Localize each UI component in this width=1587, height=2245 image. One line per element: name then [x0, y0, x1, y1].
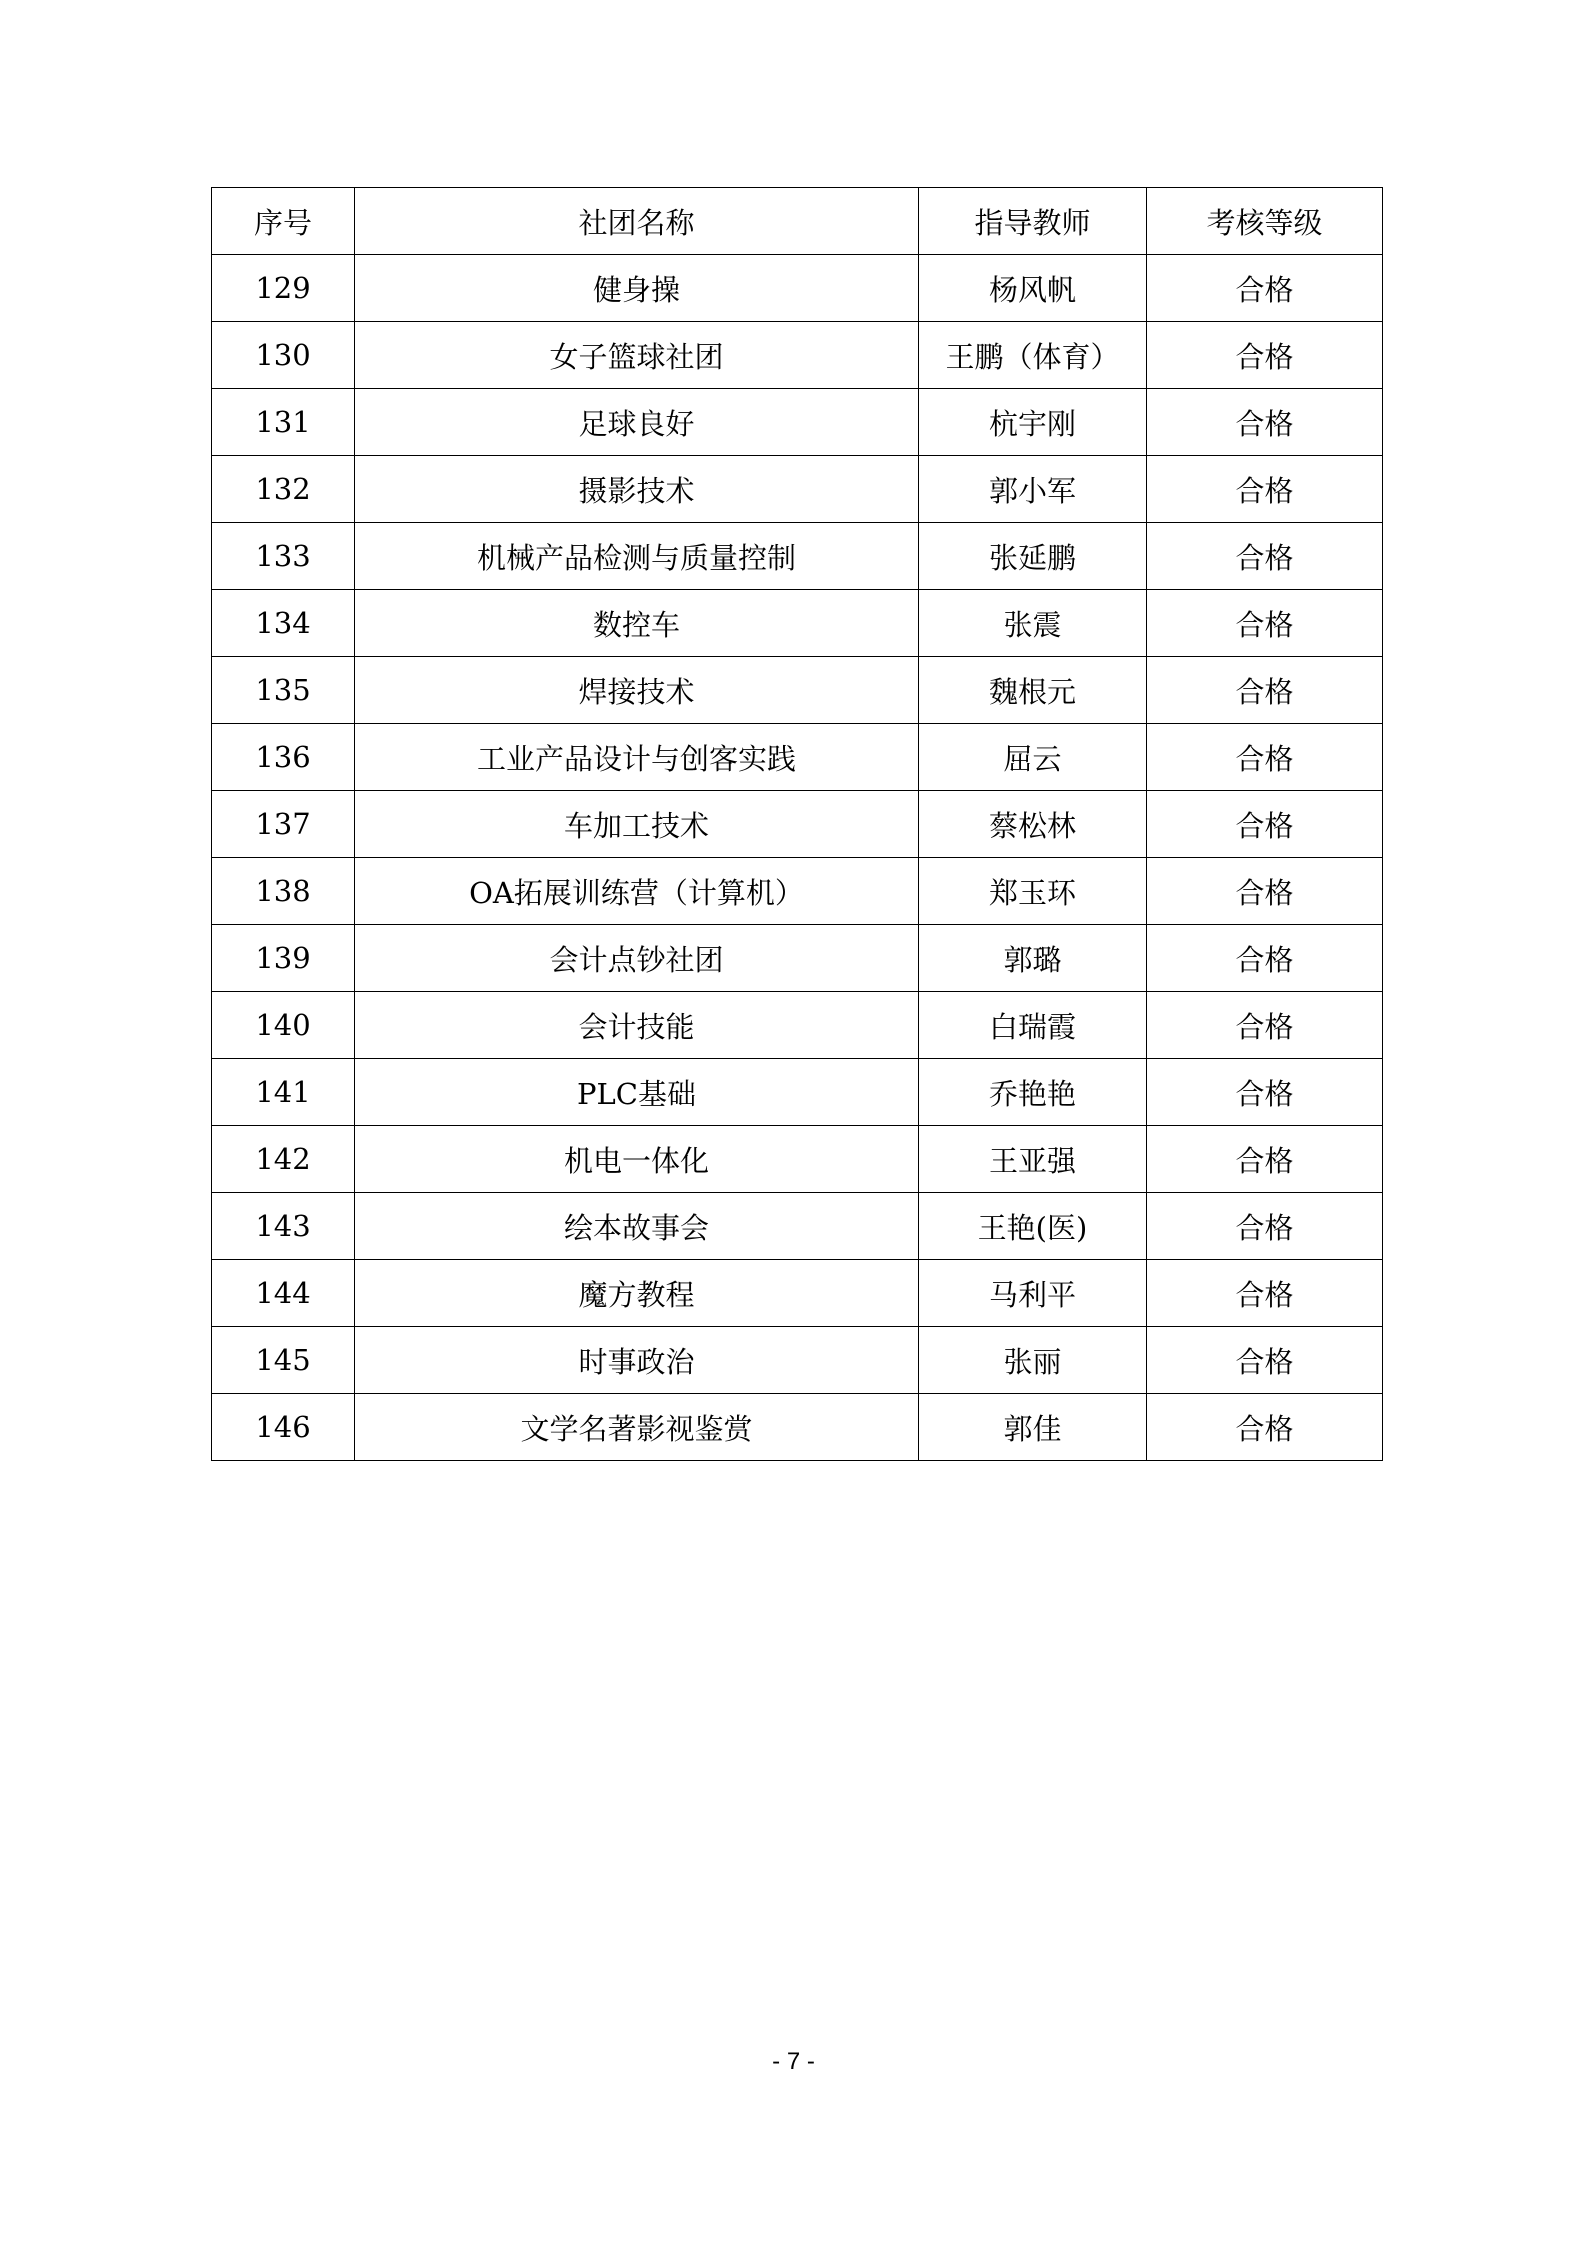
cell-club-name: OA拓展训练营（计算机）: [355, 858, 919, 925]
table-body: [212, 255, 1383, 1461]
table-row: [212, 1327, 1383, 1394]
cell-serial-number: 141: [212, 1059, 355, 1126]
header-assessment-grade: 考核等级: [1147, 188, 1383, 255]
cell-club-name: 摄影技术: [355, 456, 919, 523]
cell-club-name: 魔方教程: [355, 1260, 919, 1327]
cell-club-name: 女子篮球社团: [355, 322, 919, 389]
cell-instructor: 魏根元: [919, 657, 1147, 724]
cell-serial-number: 134: [212, 590, 355, 657]
cell-club-name: 工业产品设计与创客实践: [355, 724, 919, 791]
club-assessment-table: [211, 187, 1383, 1461]
cell-instructor: 郭小军: [919, 456, 1147, 523]
table-row: [212, 1394, 1383, 1461]
cell-club-name: 机械产品检测与质量控制: [355, 523, 919, 590]
table-row: [212, 992, 1383, 1059]
cell-serial-number: 135: [212, 657, 355, 724]
cell-assessment-grade: 合格: [1147, 590, 1383, 657]
cell-instructor: 杭宇刚: [919, 389, 1147, 456]
header-serial-number: 序号: [212, 188, 355, 255]
cell-serial-number: 132: [212, 456, 355, 523]
cell-club-name: 数控车: [355, 590, 919, 657]
cell-serial-number: 131: [212, 389, 355, 456]
cell-assessment-grade: 合格: [1147, 523, 1383, 590]
table-row: [212, 523, 1383, 590]
cell-assessment-grade: 合格: [1147, 255, 1383, 322]
cell-assessment-grade: 合格: [1147, 1126, 1383, 1193]
cell-serial-number: 146: [212, 1394, 355, 1461]
table-row: [212, 791, 1383, 858]
cell-serial-number: 133: [212, 523, 355, 590]
cell-club-name: 文学名著影视鉴赏: [355, 1394, 919, 1461]
cell-serial-number: 138: [212, 858, 355, 925]
cell-club-name: 足球良好: [355, 389, 919, 456]
cell-club-name: 车加工技术: [355, 791, 919, 858]
table-row: [212, 1059, 1383, 1126]
cell-instructor: 王鹏（体育）: [919, 322, 1147, 389]
cell-serial-number: 136: [212, 724, 355, 791]
cell-instructor: 乔艳艳: [919, 1059, 1147, 1126]
cell-club-name: 会计技能: [355, 992, 919, 1059]
cell-assessment-grade: 合格: [1147, 791, 1383, 858]
cell-serial-number: 137: [212, 791, 355, 858]
cell-club-name: 绘本故事会: [355, 1193, 919, 1260]
table-row: [212, 456, 1383, 523]
cell-club-name: 健身操: [355, 255, 919, 322]
table-row: [212, 1193, 1383, 1260]
table-row: [212, 1126, 1383, 1193]
cell-serial-number: 145: [212, 1327, 355, 1394]
cell-serial-number: 143: [212, 1193, 355, 1260]
cell-assessment-grade: 合格: [1147, 1260, 1383, 1327]
cell-assessment-grade: 合格: [1147, 858, 1383, 925]
cell-assessment-grade: 合格: [1147, 992, 1383, 1059]
cell-club-name: 焊接技术: [355, 657, 919, 724]
cell-instructor: 郭佳: [919, 1394, 1147, 1461]
cell-serial-number: 139: [212, 925, 355, 992]
cell-assessment-grade: 合格: [1147, 657, 1383, 724]
cell-assessment-grade: 合格: [1147, 389, 1383, 456]
cell-assessment-grade: 合格: [1147, 1193, 1383, 1260]
table-row: [212, 1260, 1383, 1327]
cell-club-name: 会计点钞社团: [355, 925, 919, 992]
table-row: [212, 724, 1383, 791]
cell-assessment-grade: 合格: [1147, 1059, 1383, 1126]
cell-instructor: 郑玉环: [919, 858, 1147, 925]
table-row: [212, 255, 1383, 322]
cell-serial-number: 129: [212, 255, 355, 322]
cell-instructor: 蔡松林: [919, 791, 1147, 858]
cell-instructor: 屈云: [919, 724, 1147, 791]
table-header-row: [212, 188, 1383, 255]
cell-assessment-grade: 合格: [1147, 1327, 1383, 1394]
cell-instructor: 郭璐: [919, 925, 1147, 992]
cell-club-name: 时事政治: [355, 1327, 919, 1394]
cell-instructor: 马利平: [919, 1260, 1147, 1327]
cell-instructor: 张丽: [919, 1327, 1147, 1394]
cell-instructor: 王艳(医): [919, 1193, 1147, 1260]
header-instructor: 指导教师: [919, 188, 1147, 255]
cell-assessment-grade: 合格: [1147, 456, 1383, 523]
cell-assessment-grade: 合格: [1147, 925, 1383, 992]
cell-serial-number: 130: [212, 322, 355, 389]
cell-club-name: 机电一体化: [355, 1126, 919, 1193]
table-row: [212, 322, 1383, 389]
page-number: - 7 -: [772, 2048, 815, 2075]
table-row: [212, 657, 1383, 724]
cell-instructor: 张延鹏: [919, 523, 1147, 590]
table-row: [212, 925, 1383, 992]
cell-instructor: 杨风帆: [919, 255, 1147, 322]
cell-serial-number: 142: [212, 1126, 355, 1193]
cell-serial-number: 144: [212, 1260, 355, 1327]
table-row: [212, 858, 1383, 925]
table-row: [212, 389, 1383, 456]
cell-instructor: 白瑞霞: [919, 992, 1147, 1059]
table-row: [212, 590, 1383, 657]
cell-serial-number: 140: [212, 992, 355, 1059]
cell-instructor: 张震: [919, 590, 1147, 657]
cell-instructor: 王亚强: [919, 1126, 1147, 1193]
cell-club-name: PLC基础: [355, 1059, 919, 1126]
cell-assessment-grade: 合格: [1147, 322, 1383, 389]
cell-assessment-grade: 合格: [1147, 1394, 1383, 1461]
cell-assessment-grade: 合格: [1147, 724, 1383, 791]
header-club-name: 社团名称: [355, 188, 919, 255]
